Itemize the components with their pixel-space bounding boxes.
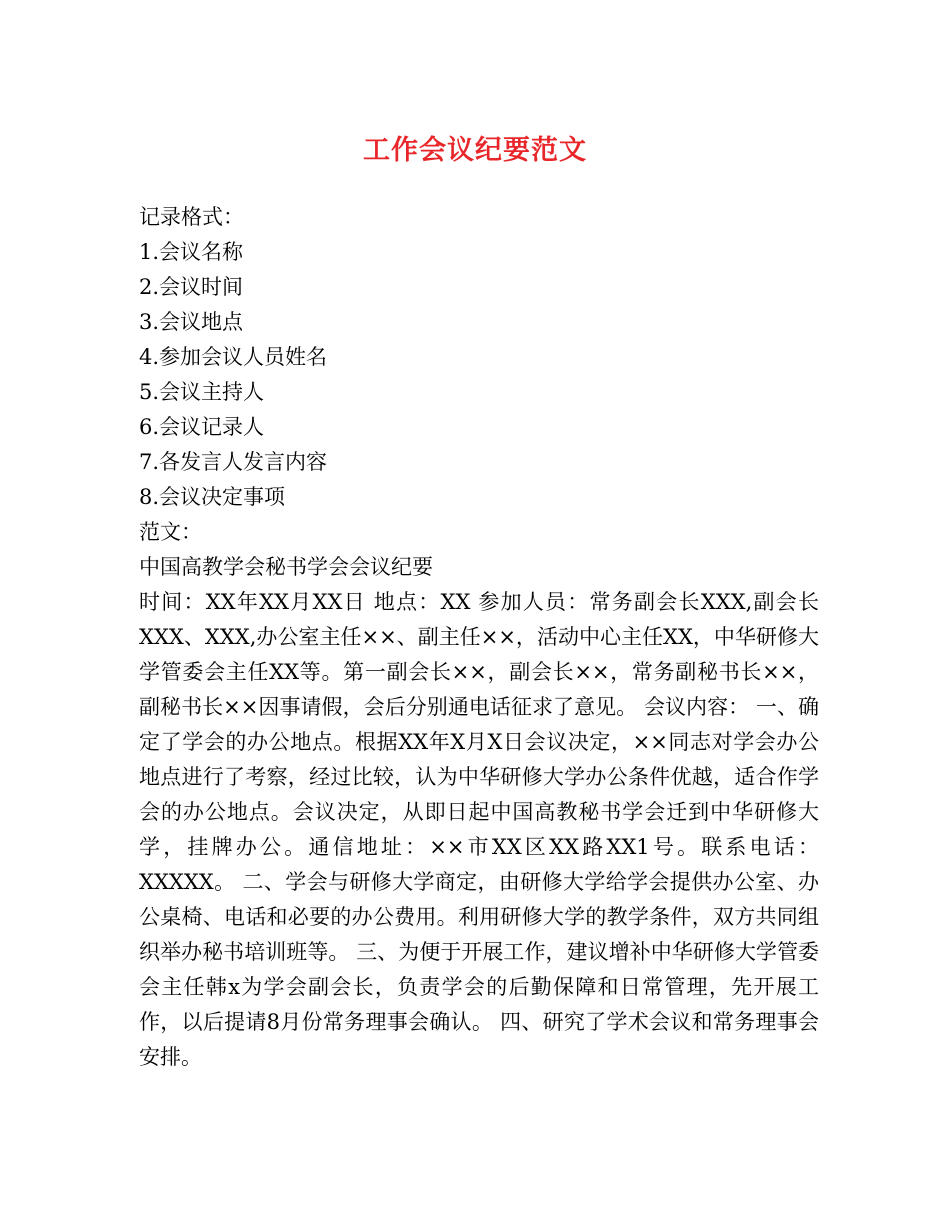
- example-body-paragraph: 时间：XX年XX月XX日 地点：XX 参加人员：常务副会长XXX,副会长XXX、XXX,办公室主任××、副主任××，活动中心主任XX，中华研修大学管委会主任XX等。第一副会长××，副会长××，常务副秘书长××，副秘书长××因事请假，会后分别通电话征求了意见。 会议内容： 一、确定了学会的办公地点。根据XX年X月X日会议决定，××同志对学会办公地点进行了考察，经过比较，认为中华研修大学办公条件优越，适合作学会的办公地点。会议决定，从即日起中国高教秘书学会迁到中华研修大学，挂牌办公。通信地址：××市XX区XX路XX1号。联系电话：XXXXX。 二、学会与研修大学商定，由研修大学给学会提供办公室、办公桌椅、电话和必要的办公费用。利用研修大学的教学条件，双方共同组织举办秘书培训班等。 三、为便于开展工作，建议增补中华研修大学管委会主任韩x为学会副会长，负责学会的后勤保障和日常管理，先开展工作，以后提请8月份常务理事会确认。 四、研究了学术会议和常务理事会安排。: [139, 590, 819, 1069]
- document-body: [139, 200, 819, 1075]
- format-item: 2.会议时间: [139, 275, 244, 299]
- format-item: 5.会议主持人: [139, 380, 265, 404]
- format-item: 8.会议决定事项: [139, 485, 286, 509]
- example-heading: 中国高教学会秘书学会会议纪要: [139, 555, 433, 579]
- format-item: 1.会议名称: [139, 240, 244, 264]
- format-item: 7.各发言人发言内容: [139, 450, 328, 474]
- format-item: 3.会议地点: [139, 310, 244, 334]
- document-title: 工作会议纪要范文: [363, 135, 587, 166]
- format-item: 6.会议记录人: [139, 415, 265, 439]
- example-label: 范文：: [139, 520, 202, 544]
- format-item: 4.参加会议人员姓名: [139, 345, 328, 369]
- format-label: 记录格式：: [139, 205, 244, 229]
